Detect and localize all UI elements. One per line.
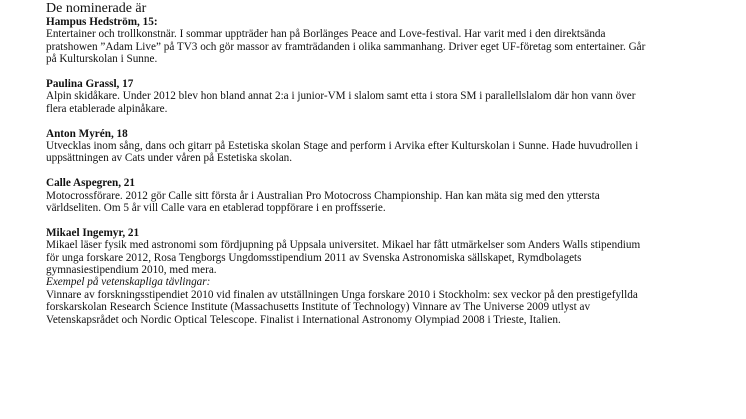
nominee-entry [46, 177, 646, 214]
nominee-entry [46, 128, 646, 165]
nominee-subheading: Exempel på vetenskapliga tävlingar: [46, 276, 211, 289]
nominee-name: Hampus Hedström, 15: [46, 16, 158, 28]
nominee-description: Alpin skidåkare. Under 2012 blev hon bland annat 2:a i junior-VM i slalom samt etta i stora SM i parallellslalom där hon vann över flera etablerade alpinåkare. [46, 90, 636, 115]
nominee-description: Motocrossförare. 2012 gör Calle sitt första år i Australian Pro Motocross Championship. Han kan mäta sig med den yttersta världseliten. Om 5 år vill Calle vara en etablerad toppförare i en proffsserie. [46, 189, 600, 215]
nominee-name: Calle Aspegren, 21 [46, 177, 135, 190]
nominee-extra-description: Vinnare av forskningsstipendiet 2010 vid finalen av utställningen Unga forskare 2010 i Stockholm: sex veckor på den prestigefyllda forskarskolan Research Science Institute (Massachusetts Institute of Technology) Vinnare av The Universe 2009 utlyst av Vetenskapsrådet och Nordic Optical Telescope. Finalist i International Astronomy Olympiad 2008 i Trieste, Italien. [46, 288, 638, 326]
nominee-name: Paulina Grassl, 17 [46, 78, 134, 91]
nominee-name: Mikael Ingemyr, 21 [46, 226, 140, 239]
nominee-description: Entertainer och trollkonstnär. I sommar uppträder han på Borlänges Peace and Love-festival. Har varit med i den direktsända pratshowen ”Adam Live” på TV3 och gör massor av framträdanden i olika sammanhang. Driver eget UF-företag som entertainer. Går på Kulturskolan i Sunne. [46, 28, 646, 66]
nominee-entry [46, 227, 646, 326]
nominee-entry [46, 78, 646, 115]
nominee-name: Anton Myrén, 18 [46, 127, 128, 140]
document-page [46, 0, 646, 326]
nominee-description: Mikael läser fysik med astronomi som fördjupning på Uppsala universitet. Mikael har fått utmärkelser som Anders Walls stipendium för unga forskare 2012, Rosa Tengborgs Ungdomsstipendium 2011 av Svenska Astronomiska sällskapet, Rymdbolagets gymnasiestipendium 2010, med mera. [46, 239, 641, 277]
nominee-description: Utvecklas inom sång, dans och gitarr på Estetiska skolan Stage and perform i Arvika efter Kulturskolan i Sunne. Hade huvudrollen i uppsättningen av Cats under våren på Estetiska skolan. [46, 140, 639, 165]
nominee-entry [46, 16, 646, 66]
page-heading: De nominerade är [46, 1, 147, 16]
